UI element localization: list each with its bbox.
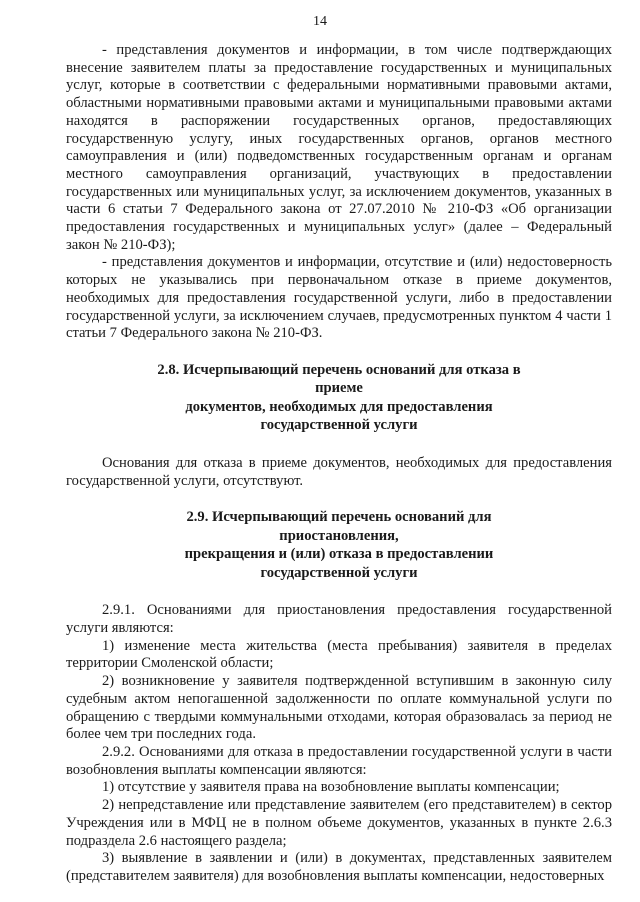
document-body	[66, 42, 612, 886]
heading-line: приостановления,	[279, 527, 399, 544]
heading-line: приеме	[315, 380, 363, 397]
section-heading-2-9	[66, 508, 612, 582]
paragraph: 2.9.2. Основаниями для отказа в предоставлении государственной услуги в части возобновления выплаты компенсации являются:	[66, 743, 612, 778]
spacer	[66, 435, 612, 455]
heading-line: государственной услуги	[260, 564, 418, 581]
paragraph: - представления документов и информации, отсутствие и (или) недостоверность которых не указывались при первоначальном отказе в приеме документов, необходимых для предоставления государственной услуги, либо в предоставлении государственной услуги, за исключением случаев, предусмотренных пунктом 4 части 1 статьи 7 Федерального закона № 210-ФЗ.	[66, 254, 612, 342]
spacer	[66, 343, 612, 361]
heading-line: 2.8. Исчерпывающий перечень оснований для отказа в	[157, 361, 521, 378]
paragraph: Основания для отказа в приеме документов, необходимых для предоставления государственной услуги, отсутствуют.	[66, 454, 612, 489]
heading-line: документов, необходимых для предоставления	[185, 398, 493, 415]
paragraph: 2) непредставление или представление заявителем (его представителем) в сектор Учреждения или в МФЦ не в полном объеме документов, указанных в пункте 2.6.3 подраздела 2.6 настоящего раздела;	[66, 797, 612, 849]
heading-line: прекращения и (или) отказа в предоставлении	[184, 546, 494, 563]
paragraph: 3) выявление в заявлении и (или) в документах, представленных заявителем (представителем заявителя) для возобновления выплаты компенсации, недостоверных	[66, 850, 612, 884]
paragraph: 1) изменение места жительства (места пребывания) заявителя в пределах территории Смоленской области;	[66, 637, 612, 672]
heading-line: государственной услуги	[260, 417, 418, 434]
paragraph: - представления документов и информации, в том числе подтверждающих внесение заявителем платы за предоставление государственных и муниципальных услуг, которые в соответствии с федеральными нормативными правовыми актами, областными нормативными правовыми актами и муниципальными правовыми актами находятся в распоряжении государственных органов, предоставляющих государственную услугу, иных государственных органов, органов местного самоуправления и (или) подведомственных государственным органам и органам местного самоуправления организаций, участвующих в предоставлении государственных или муниципальных услуг, за исключением документов, указанных в части 6 статьи 7 Федерального закона от 27.07.2010 № 210-ФЗ «Об организации предоставления государственных и муниципальных услуг» (далее – Федеральный закон № 210-ФЗ);	[66, 42, 612, 253]
paragraph: 2.9.1. Основаниями для приостановления предоставления государственной услуги являются:	[66, 602, 612, 637]
paragraph: 2) возникновение у заявителя подтвержденной вступившим в законную силу судебным актом непогашенной задолженности по оплате коммунальной услуги по обращению с твердыми коммунальными отходами, которая образовалась за период не более чем три последних года.	[66, 673, 612, 743]
page-number: 14	[313, 14, 327, 29]
spacer	[66, 582, 612, 602]
spacer	[66, 490, 612, 508]
heading-line: 2.9. Исчерпывающий перечень оснований для	[186, 509, 492, 526]
section-heading-2-8	[66, 361, 612, 435]
paragraph: 1) отсутствие у заявителя права на возобновление выплаты компенсации;	[102, 779, 560, 796]
